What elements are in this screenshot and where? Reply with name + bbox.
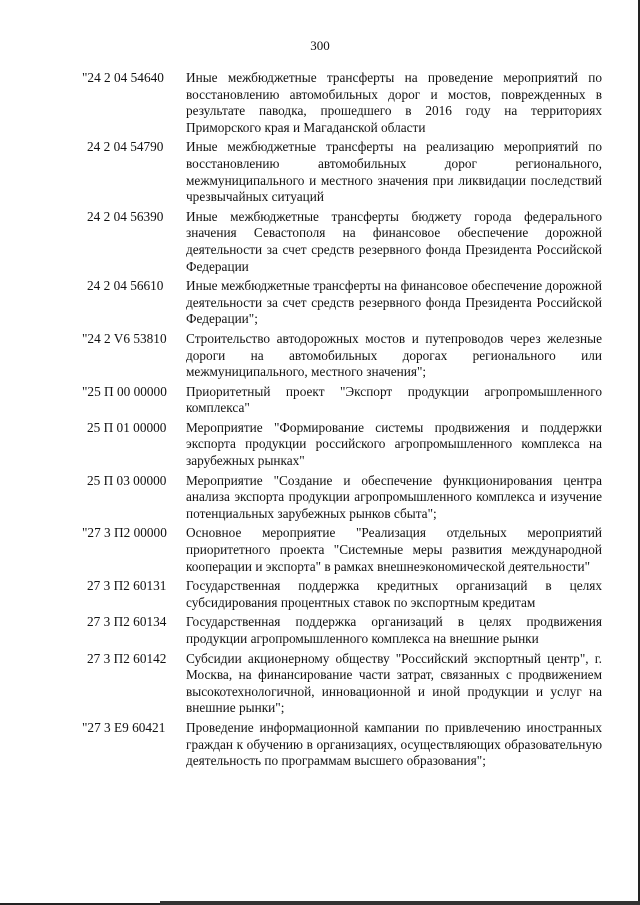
budget-item-description: Мероприятие "Формирование системы продвижения и поддержки экспорта продукции российского агропромышленного комплекса на зарубежных рынках" <box>186 419 602 469</box>
list-item <box>82 614 602 647</box>
list-item <box>82 720 602 770</box>
budget-code: 25 П 01 00000 <box>87 419 167 435</box>
budget-item-description: Строительство автодорожных мостов и путепроводов через железные дороги на автомобильных дорогах регионального или межмуниципального, местного значения"; <box>186 330 602 380</box>
budget-code: 24 2 04 56390 <box>87 208 164 224</box>
budget-item-description: Государственная поддержка организаций в целях продвижения продукции агропромышленного комплекса на внешние рынки <box>186 614 602 646</box>
budget-item-description: Субсидии акционерному обществу "Российский экспортный центр", г. Москва, на финансирование части затрат, связанных с продвижением высокотехнологичной, инновационной и иной продукции и услуг на внешние рынки"; <box>186 650 602 716</box>
budget-code: 27 3 П2 60131 <box>87 578 167 594</box>
budget-item-description: Иные межбюджетные трансферты на финансовое обеспечение дорожной деятельности за счет средств резервного фонда Президента Российской Федерации"; <box>186 278 602 327</box>
budget-code: 24 2 04 54790 <box>87 139 164 155</box>
budget-code: 25 П 03 00000 <box>87 472 167 488</box>
page-number: 300 <box>310 38 330 53</box>
list-item <box>82 70 602 136</box>
budget-code: "27 3 Е9 60421 <box>82 719 166 735</box>
budget-item-description: Иные межбюджетные трансферты на реализацию мероприятий по восстановлению автомобильных дорог регионального, межмуниципального и местного значения при ликвидации последствий чрезвычайных ситуаций <box>186 139 602 205</box>
budget-code: 24 2 04 56610 <box>87 278 164 294</box>
list-item <box>82 278 602 328</box>
budget-code: "25 П 00 00000 <box>82 383 167 399</box>
budget-code: 27 3 П2 60134 <box>87 614 167 630</box>
list-item <box>82 651 602 717</box>
list-item <box>82 331 602 381</box>
budget-code: "24 2 04 54640 <box>82 70 164 85</box>
classification-list <box>82 70 602 773</box>
list-item <box>82 525 602 575</box>
list-item <box>82 139 602 205</box>
budget-item-description: Приоритетный проект "Экспорт продукции агропромышленного комплекса" <box>186 383 602 416</box>
budget-item-description: Мероприятие "Создание и обеспечение функционирования центра анализа экспорта продукции агропромышленного комплекса и изучение потенциальных зарубежных рынков сбыта"; <box>186 472 602 521</box>
budget-item-description: Иные межбюджетные трансферты бюджету города федерального значения Севастополя на финансовое обеспечение дорожной деятельности за счет средств резервного фонда Президента Российской Федерации <box>186 208 602 274</box>
budget-code: "24 2 V6 53810 <box>82 330 167 346</box>
budget-code: 27 3 П2 60142 <box>87 650 167 666</box>
budget-code: "27 3 П2 00000 <box>82 525 167 541</box>
list-item <box>82 420 602 470</box>
list-item <box>82 209 602 275</box>
budget-item-description: Иные межбюджетные трансферты на проведение мероприятий по восстановлению автомобильных дорог и мостов, поврежденных в результате паводка, прошедшего в 2016 году на территориях Приморского края и Магаданской области <box>186 70 602 135</box>
scan-edge-bottom-mark <box>160 901 640 905</box>
budget-item-description: Проведение информационной кампании по привлечению иностранных граждан к обучению в организациях, осуществляющих образовательную деятельность по программам высшего образования"; <box>186 719 602 769</box>
list-item <box>82 473 602 523</box>
budget-item-description: Государственная поддержка кредитных организаций в целях субсидирования процентных ставок по экспортным кредитам <box>186 578 602 610</box>
list-item <box>82 578 602 611</box>
budget-item-description: Основное мероприятие "Реализация отдельных мероприятий приоритетного проекта "Системные меры развития международной кооперации и экспорта" в рамках внешнеэкономической деятельности" <box>186 525 602 574</box>
list-item <box>82 384 602 417</box>
